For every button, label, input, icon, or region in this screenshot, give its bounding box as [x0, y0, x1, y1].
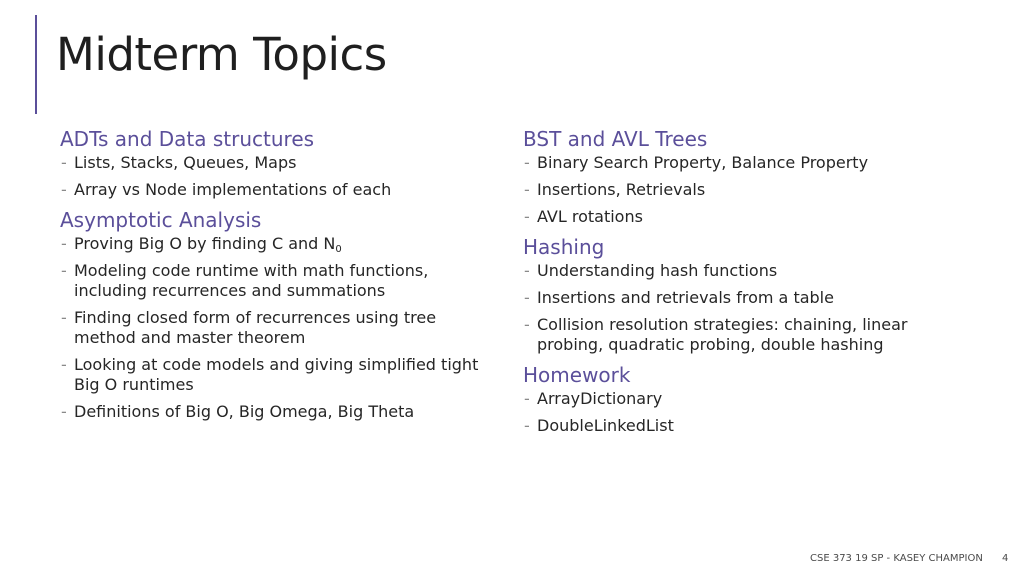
section-heading: Asymptotic Analysis	[60, 208, 262, 232]
list-item: - Modeling code runtime with math functions, including recurrences and summations	[61, 261, 429, 300]
section-asymptotic	[60, 207, 500, 422]
topic-list	[523, 389, 943, 436]
bullet-dash: -	[61, 180, 67, 199]
list-item: - Definitions of Big O, Big Omega, Big Theta	[61, 402, 415, 421]
list-item: - Finding closed form of recurrences using tree method and master theorem	[61, 308, 437, 347]
list-item: - AVL rotations	[524, 207, 643, 226]
bullet-dash: -	[524, 416, 530, 435]
section-heading: ADTs and Data structures	[60, 127, 315, 151]
section-heading: BST and AVL Trees	[523, 127, 708, 151]
slide-footer: CSE 373 19 SP - KASEY CHAMPION	[810, 553, 983, 564]
bullet-dash: -	[61, 261, 67, 280]
list-item: - Insertions and retrievals from a table	[524, 288, 834, 307]
bullet-dash: -	[524, 288, 530, 307]
section-homework	[523, 362, 943, 436]
left-column	[60, 126, 500, 429]
topic-list	[523, 261, 943, 355]
bullet-dash: -	[61, 355, 67, 374]
bullet-dash: -	[61, 153, 67, 172]
list-item: - Understanding hash functions	[524, 261, 778, 280]
section-heading: Hashing	[523, 235, 605, 259]
bullet-dash: -	[524, 315, 530, 334]
bullet-dash: -	[524, 180, 530, 199]
bullet-dash: -	[61, 234, 67, 253]
topic-list	[523, 153, 943, 227]
list-item: - Array vs Node implementations of each	[61, 180, 392, 199]
bullet-dash: -	[524, 153, 530, 172]
bullet-dash: -	[61, 402, 67, 421]
bullet-dash: -	[524, 207, 530, 226]
section-bst-avl	[523, 126, 943, 227]
bullet-dash: -	[61, 308, 67, 327]
bullet-dash: -	[524, 261, 530, 280]
topic-list	[60, 153, 500, 200]
list-item: - Looking at code models and giving simplified tight Big O runtimes	[61, 355, 479, 394]
slide-title: Midterm Topics	[56, 28, 387, 81]
list-item: - Binary Search Property, Balance Property	[524, 153, 869, 172]
right-column	[523, 126, 943, 443]
list-item: - ArrayDictionary	[524, 389, 663, 408]
page-number: 4	[1002, 553, 1009, 564]
title-accent-bar	[35, 15, 37, 114]
list-item: - Proving Big O by finding C and $N_0$	[61, 234, 342, 255]
section-adts	[60, 126, 500, 200]
bullet-dash: -	[524, 389, 530, 408]
section-heading: Homework	[523, 363, 631, 387]
subscript: 0	[335, 244, 342, 255]
list-item: - Lists, Stacks, Queues, Maps	[61, 153, 297, 172]
list-item: - Collision resolution strategies: chaining, linear probing, quadratic probing, double hashing	[524, 315, 908, 354]
topic-list	[60, 234, 500, 422]
list-item: - Insertions, Retrievals	[524, 180, 706, 199]
section-hashing	[523, 234, 943, 355]
list-item: - DoubleLinkedList	[524, 416, 674, 435]
